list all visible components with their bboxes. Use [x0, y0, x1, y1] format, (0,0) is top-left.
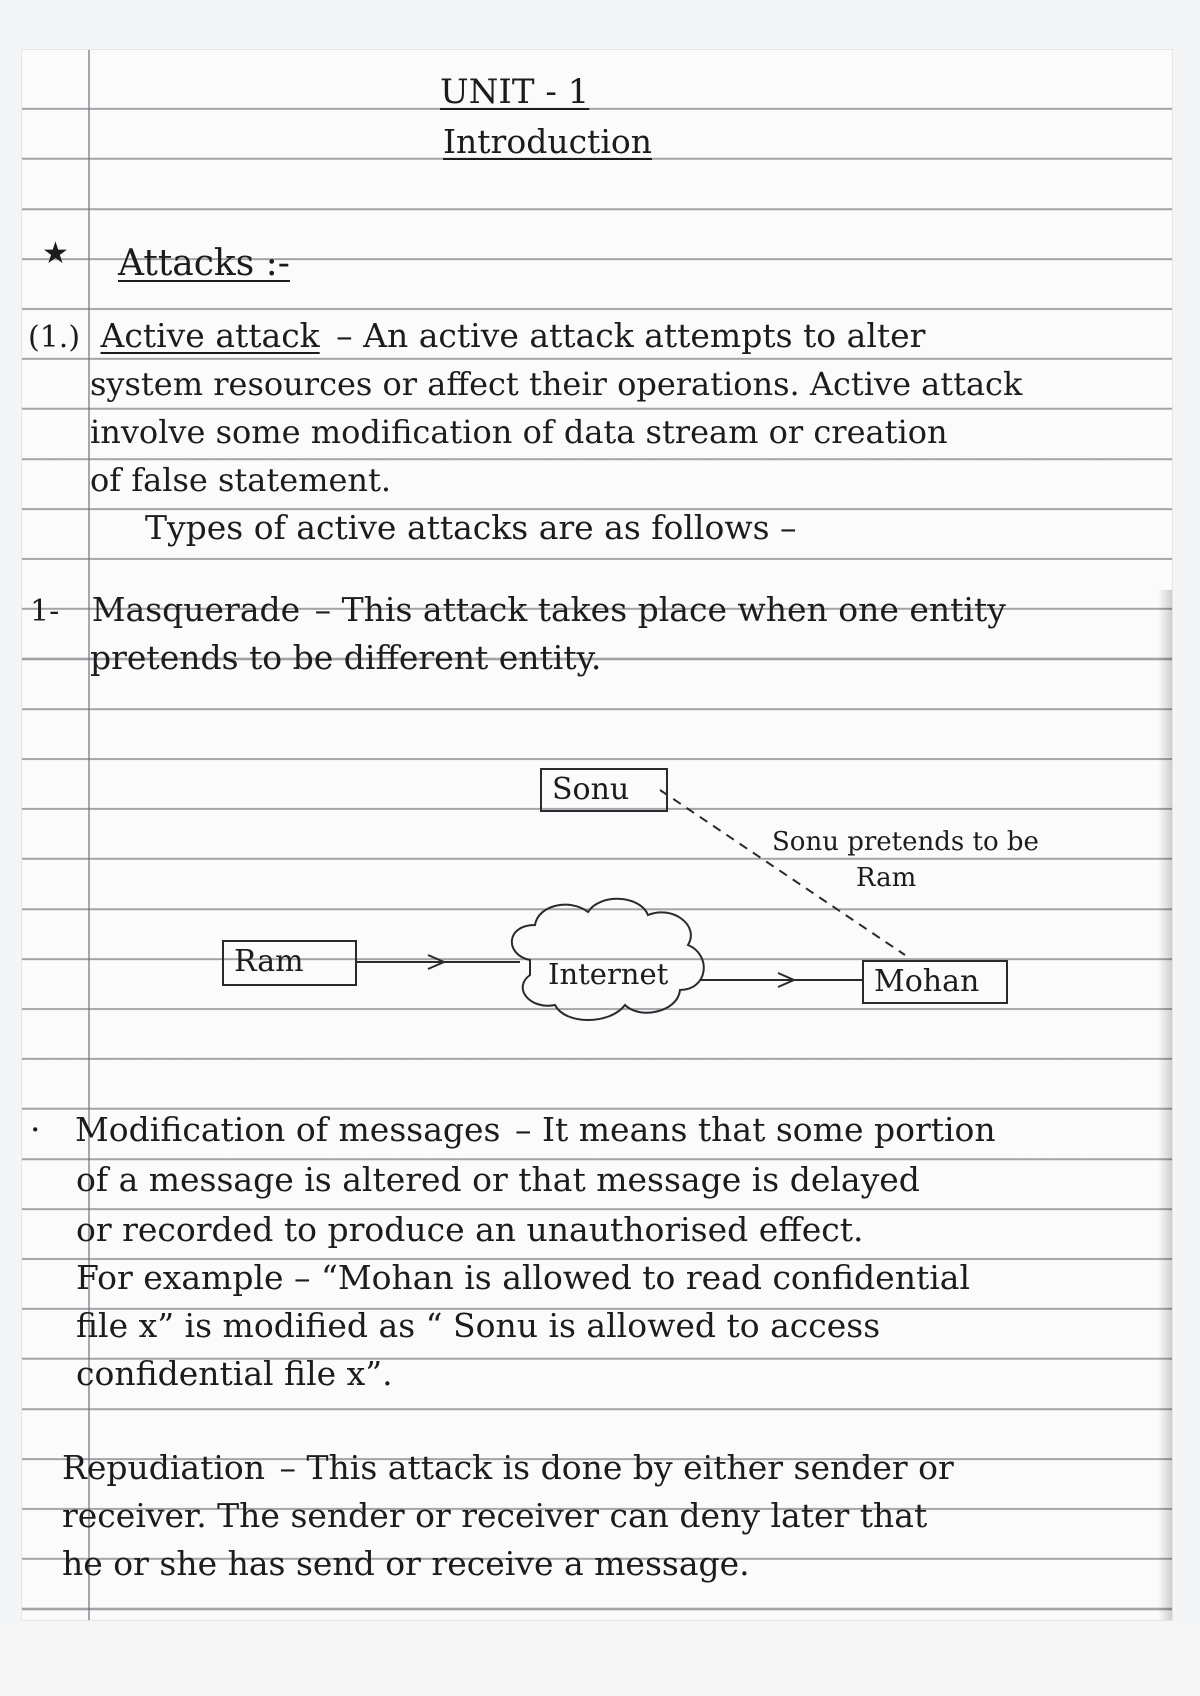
active-attack-text: – An active attack attempts to alter	[336, 316, 926, 355]
modification-line-6: confidential file x”.	[76, 1354, 393, 1393]
repudiation-line-3: he or she has send or receive a message.	[62, 1544, 750, 1583]
active-attack-line-3: involve some modification of data stream or creation	[90, 413, 948, 451]
active-attack-term: Active attack	[100, 316, 320, 355]
internet-label: Internet	[548, 957, 669, 991]
masquerade-text: – This attack takes place when one entity	[314, 590, 1006, 629]
page-title: UNIT - 1	[440, 72, 590, 112]
repudiation-line-2: receiver. The sender or receiver can deny later that	[62, 1496, 928, 1535]
ram-box: Ram	[222, 940, 357, 986]
sonu-box: Sonu	[540, 768, 668, 812]
repudiation-text: – This attack is done by either sender or	[279, 1448, 954, 1487]
diagram-note-line-2: Ram	[856, 863, 917, 893]
active-attack-line-4: of false statement.	[90, 461, 392, 499]
modification-term: Modification of messages	[75, 1110, 501, 1149]
modification-line-2: of a message is altered or that message is delayed	[76, 1160, 920, 1199]
types-intro: Types of active attacks are as follows –	[145, 508, 797, 547]
page-subtitle: Introduction	[443, 122, 652, 161]
modification-line-1	[30, 1110, 996, 1150]
mohan-box: Mohan	[862, 960, 1008, 1004]
active-attack-line-2: system resources or affect their operations. Active attack	[90, 365, 1023, 403]
modification-text: – It means that some portion	[514, 1110, 996, 1149]
repudiation-line-1	[62, 1448, 954, 1488]
masquerade-term: Masquerade	[91, 590, 301, 629]
item-number: 1-	[30, 594, 60, 629]
modification-line-4: For example – “Mohan is allowed to read confidential	[76, 1258, 971, 1297]
diagram-note-line-1: Sonu pretends to be	[772, 827, 1039, 857]
section-heading-text: Attacks :-	[118, 243, 290, 284]
star-icon: ★	[42, 236, 69, 271]
item-number: (1.)	[28, 320, 81, 355]
item-number: ·	[30, 1110, 41, 1149]
modification-line-5: file x” is modified as “ Sonu is allowed to access	[76, 1306, 881, 1345]
modification-line-3: or recorded to produce an unauthorised effect.	[76, 1210, 864, 1249]
repudiation-term: Repudiation	[62, 1448, 266, 1487]
masquerade-line-2: pretends to be different entity.	[90, 638, 602, 677]
